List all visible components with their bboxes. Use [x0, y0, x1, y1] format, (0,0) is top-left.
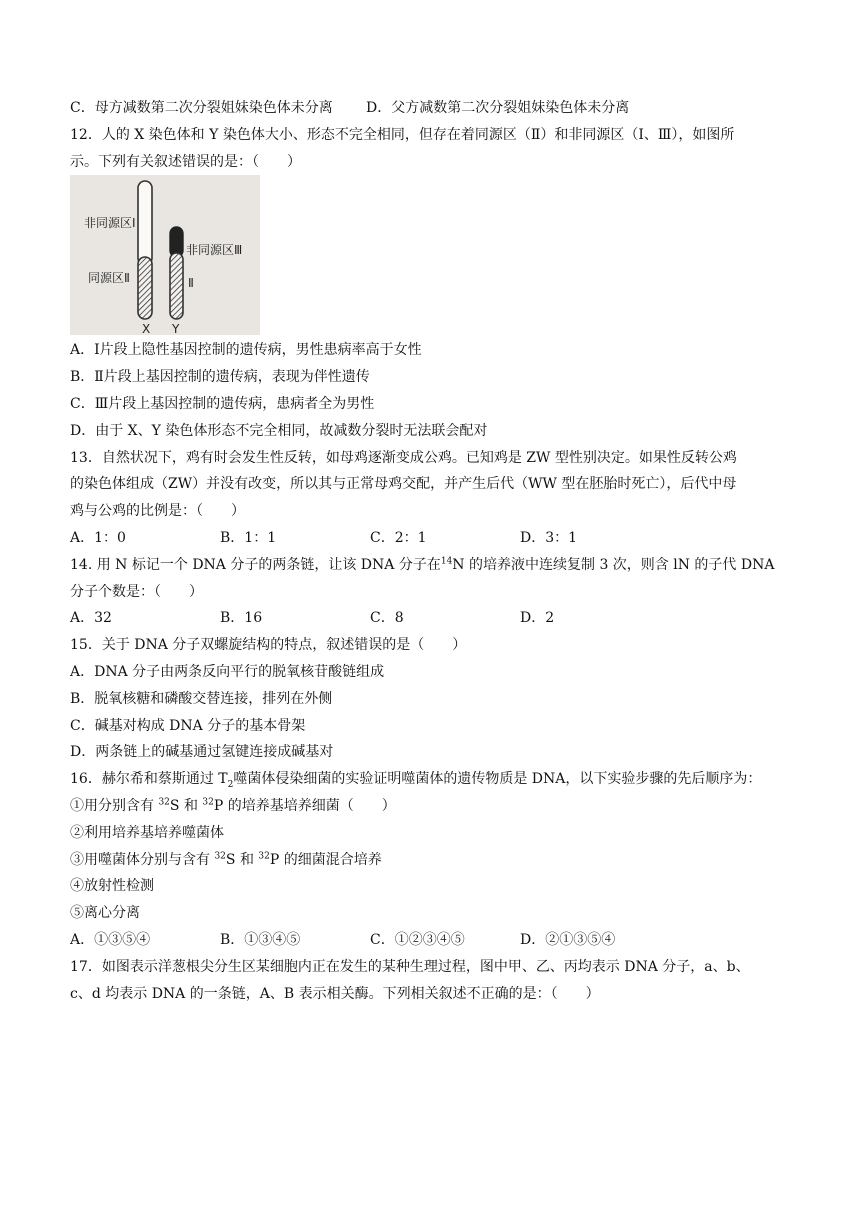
q14-option-c: C．8 [370, 610, 404, 627]
q15-option-c: C．碱基对构成 DNA 分子的基本骨架 [70, 717, 306, 734]
q12-option-d: D．由于 X、Y 染色体形态不完全相同，故减数分裂时无法联会配对 [70, 422, 488, 439]
q16-step-3-sup-1: 32 [214, 850, 226, 861]
q13-option-a: A．1：0 [70, 529, 126, 546]
q12-stem-line-2: 示。下列有关叙述错误的是：（ ） [70, 153, 301, 170]
q14-option-a: A．32 [70, 610, 112, 627]
q14-stem-part-b: N 的培养液中连续复制 3 次，则含 lN 的子代 DNA [452, 556, 775, 573]
q16-step-3-text-c: P 的细菌混合培养 [269, 851, 382, 868]
xy-chromosome-figure [70, 175, 260, 335]
q16-option-a: A．①③⑤④ [70, 931, 151, 948]
q16-stem-part-b: 噬菌体侵染细菌的实验证明噬菌体的遗传物质是 DNA，以下实验步骤的先后顺序为： [233, 771, 762, 788]
q14-options [70, 605, 810, 632]
q16-step-1-sup-2: 32 [202, 797, 214, 808]
q16-step-3-sup-2: 32 [258, 850, 270, 861]
q15-option-a: A．DNA 分子由两条反向平行的脱氧核苷酸链组成 [70, 663, 385, 680]
q13-stem-line-2: 的染色体组成（ZW）并没有改变，所以其与正常母鸡交配，并产生后代（WW 型在胚胎时死亡），后代中母 [70, 476, 737, 493]
q16-step-1 [70, 793, 810, 820]
q16-option-b: B．①③④⑤ [220, 931, 301, 948]
q11-option-c: C．母方减数第二次分裂姐妹染色体未分离 [70, 100, 333, 116]
q16-option-c: C．①②③④⑤ [370, 931, 465, 948]
q14-stem-line-2: 分子个数是：（ ） [70, 583, 203, 600]
q16-stem-part-a: 16．赫尔希和蔡斯通过 T [70, 771, 228, 788]
x-chromosome-lower [138, 257, 152, 319]
q13-stem-line-3: 鸡与公鸡的比例是：（ ） [70, 503, 245, 520]
q16-step-1-text-c: P 的培养基培养细菌（ ） [213, 797, 396, 814]
q14-option-b: B．16 [220, 610, 263, 627]
q16-option-d: D．②①③⑤④ [520, 931, 616, 948]
q16-stem [70, 766, 810, 793]
label-nonhomologous-3: 非同源区Ⅲ [186, 243, 243, 258]
q13-option-d: D．3：1 [520, 529, 578, 546]
q15-option-d: D．两条链上的碱基通过氢键连接成碱基对 [70, 744, 334, 761]
q15-option-b: B．脱氧核糖和磷酸交替连接，排列在外侧 [70, 690, 333, 707]
label-homologous-2: 同源区Ⅱ [88, 271, 130, 286]
xy-chromosome-diagram [70, 175, 260, 335]
q16-step-3-text-b: S 和 [225, 851, 259, 868]
q12-stem-line-1: 12．人的 X 染色体和 Y 染色体大小、形态不完全相同，但存在着同源区（Ⅱ）和非同源区（Ⅰ、Ⅲ），如图所 [70, 126, 735, 143]
q11-options-cd [70, 95, 810, 122]
q13-stem-line-1: 13．自然状况下，鸡有时会发生性反转，如母鸡逐渐变成公鸡。已知鸡是 ZW 型性别决定。如果性反转公鸡 [70, 449, 737, 466]
q17-stem-line-1: 17．如图表示洋葱根尖分生区某细胞内正在发生的某种生理过程，图中甲、乙、丙均表示 DNA 分子，a、b、 [70, 958, 750, 975]
q14-stem-line-1 [70, 552, 810, 579]
q16-phage-subscript: 2 [227, 779, 234, 790]
q14-isotope-superscript: 14 [440, 556, 453, 567]
q16-step-1-text-a: ①用分别含有 [70, 797, 159, 814]
label-y: Y [172, 322, 180, 336]
q16-step-3-text-a: ③用噬菌体分别与含有 [70, 851, 215, 868]
label-x: X [142, 322, 151, 336]
q14-stem-part-a: 14. 用 N 标记一个 DNA 分子的两条链，让该 DNA 分子在 [70, 556, 441, 573]
q14-option-d: D．2 [520, 610, 555, 627]
q16-step-4: ④放射性检测 [70, 878, 154, 895]
x-chromosome-upper [138, 181, 152, 265]
q17-stem-line-2: c、d 均表示 DNA 的一条链，A、B 表示相关酶。下列相关叙述不正确的是：（ ） [70, 985, 600, 1002]
q15-stem: 15．关于 DNA 分子双螺旋结构的特点，叙述错误的是（ ） [70, 637, 467, 654]
q16-step-5: ⑤离心分离 [70, 905, 140, 922]
label-homologous-2-small: Ⅱ [188, 276, 194, 291]
q16-step-1-text-b: S 和 [169, 797, 203, 814]
y-chromosome-lower [170, 253, 183, 319]
q13-option-c: C．2：1 [370, 529, 427, 546]
q16-options [70, 927, 810, 954]
q16-step-3 [70, 847, 810, 874]
label-nonhomologous-1: 非同源区Ⅰ [84, 216, 136, 231]
q16-step-1-sup-1: 32 [158, 797, 170, 808]
q16-step-2: ②利用培养基培养噬菌体 [70, 824, 224, 841]
q13-options [70, 525, 810, 552]
exam-page [70, 95, 810, 1007]
q12-option-a: A．Ⅰ片段上隐性基因控制的遗传病，男性患病率高于女性 [70, 342, 422, 359]
q13-option-b: B．1：1 [220, 529, 277, 546]
q11-option-d: D．父方减数第二次分裂姐妹染色体未分离 [366, 100, 630, 116]
q12-option-c: C．Ⅲ片段上基因控制的遗传病，患病者全为男性 [70, 395, 375, 412]
q12-option-b: B．Ⅱ片段上基因控制的遗传病，表现为伴性遗传 [70, 369, 370, 386]
